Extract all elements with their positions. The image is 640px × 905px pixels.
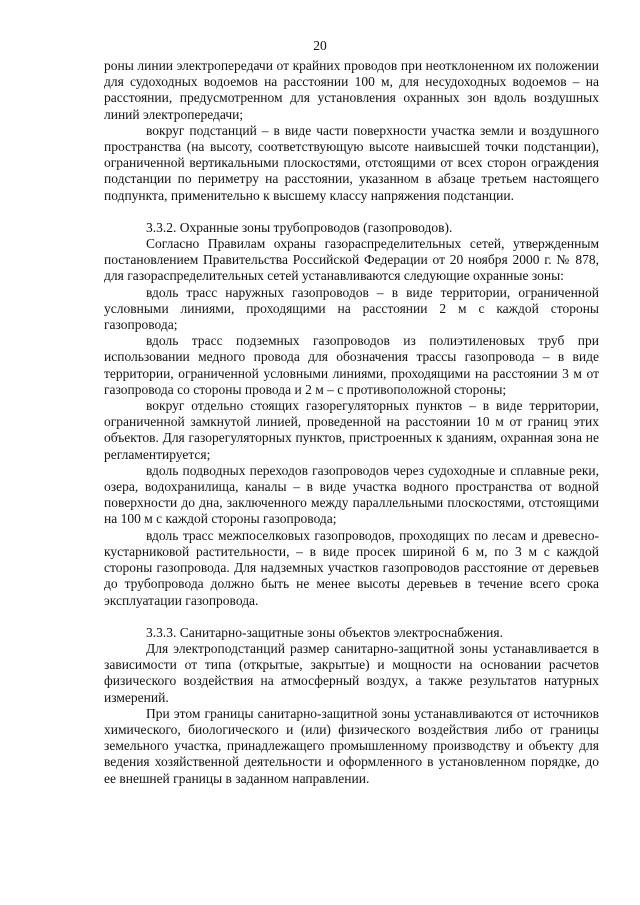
page-number: 20 <box>313 38 327 53</box>
paragraph-substation-sanitary-zone: Для электроподстанций размер санитарно-защитной зоны устанавливается в зависимости от типа (открытые, закрытые) и мощности на основании расчетов физического воздействия на атмосферный воздух, а также результатов натурных измерений. <box>104 640 599 705</box>
section-heading-pipelines: 3.3.2. Охранные зоны трубопроводов (газопроводов). <box>146 219 453 235</box>
paragraph-sanitary-zone-boundaries: При этом границы санитарно-защитной зоны устанавливаются от источников химического, биологического и (или) физического воздействия либо от границы земельного участка, принадлежащего промышленному производству и объекту для ведения хозяйственной деятельности и оформленного в установленном порядке, до ее внешней границы в заданном направлении. <box>104 705 599 786</box>
paragraph-underwater-crossings: вдоль подводных переходов газопроводов через судоходные и сплавные реки, озера, водохранилища, каналы – в виде участка водного пространства от водной поверхности до дна, заключенного между параллельными плоскостями, отстоящими на 100 м с каждой стороны газопровода; <box>104 462 599 527</box>
paragraph-external-gas-pipelines: вдоль трасс наружных газопроводов – в виде территории, ограниченной условными линиями, проходящими на расстоянии 2 м с каждой стороны газопровода; <box>104 284 599 333</box>
document-body <box>104 58 599 787</box>
paragraph-gas-regulator-points: вокруг отдельно стоящих газорегуляторных пунктов – в виде территории, ограниченной замкнутой линией, проведенной на расстоянии 10 м от границ этих объектов. Для газорегуляторных пунктов, пристроенных к зданиям, охранная зона не регламентируется; <box>104 398 599 462</box>
paragraph-underground-gas-pipelines: вдоль трасс подземных газопроводов из полиэтиленовых труб при использовании медного провода для обозначения трассы газопровода – в виде территории, ограниченной условными линиями, проходящими на расстоянии 3 м от газопровода со стороны провода и 2 м – с противоположной стороны; <box>104 333 599 397</box>
paragraph-substations: вокруг подстанций – в виде части поверхности участка земли и воздушного пространства (на высоту, соответствующую высоте наивысшей точки подстанции), ограниченной вертикальными плоскостями, отстоящими от всех сторон ограждения подстанции по периметру на расстоянии, указанном в абзаце третьем настоящего подпункта, применительно к высшему классу напряжения подстанции. <box>104 122 599 203</box>
section-heading-sanitary-zones: 3.3.3. Санитарно-защитные зоны объектов электроснабжения. <box>146 624 503 640</box>
paragraph-intersettlement-gas-pipelines: вдоль трасс межпоселковых газопроводов, проходящих по лесам и древесно-кустарниковой растительности, – в виде просек шириной 6 м, по 3 м с каждой стороны газопровода. Для надземных участков газопроводов расстояние от деревьев до трубопровода должно быть не менее высоты деревьев в течение всего срока эксплуатации газопровода. <box>104 527 599 608</box>
paragraph-continuation: роны линии электропередачи от крайних проводов при неотклоненном их положении для судоходных водоемов на расстоянии 100 м, для несудоходных водоемов – на расстоянии, предусмотренном для установления охранных зон вдоль воздушных линий электропередачи; <box>104 58 599 122</box>
paragraph-gas-rules: Согласно Правилам охраны газораспределительных сетей, утвержденным постановлением Правительства Российской Федерации от 20 ноября 2000 г. № 878, для газораспределительных сетей устанавливаются следующие охранные зоны: <box>104 236 599 284</box>
